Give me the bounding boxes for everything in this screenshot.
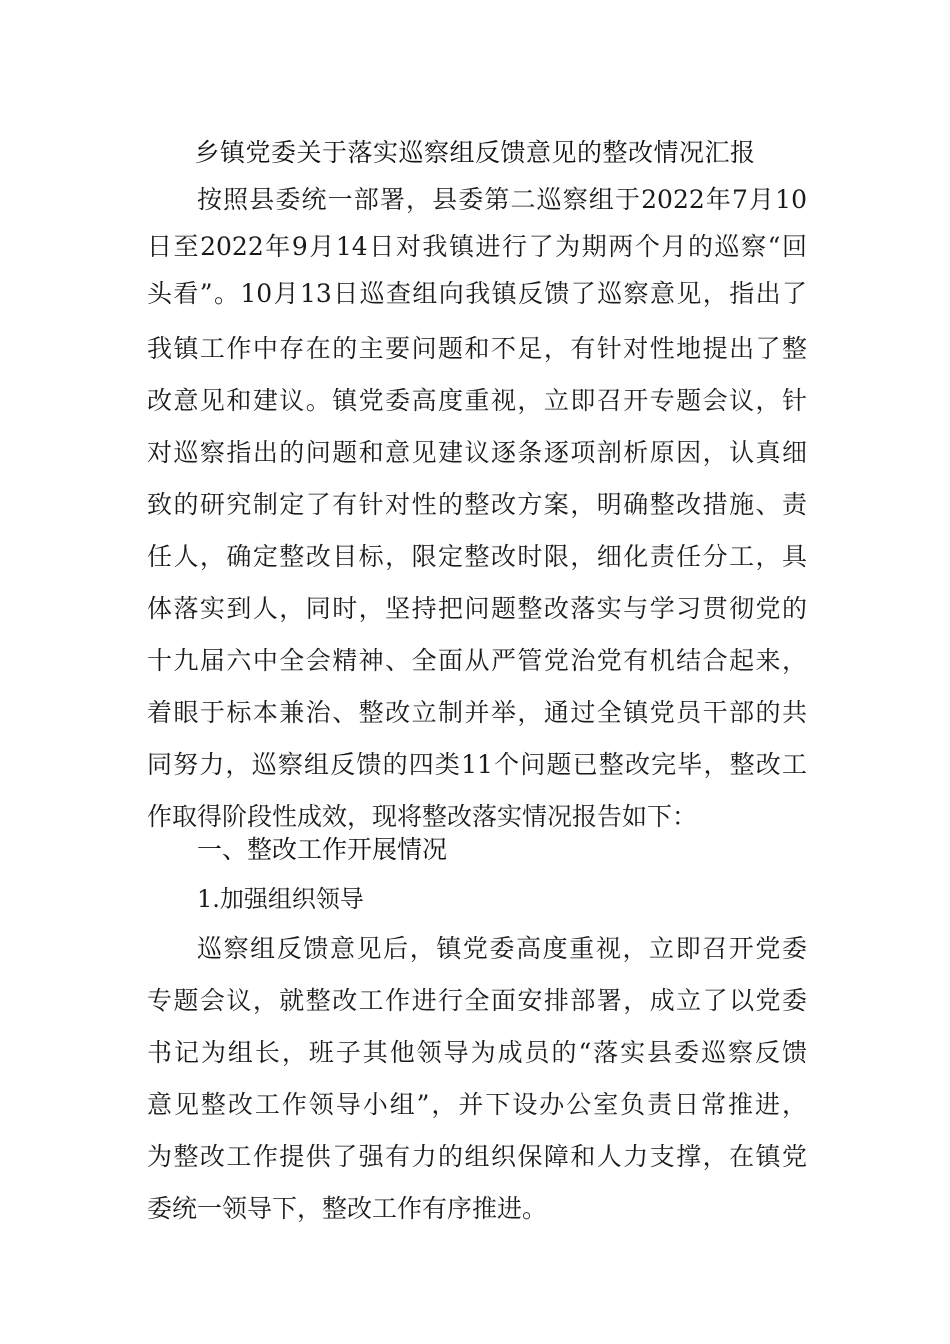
intro-line: 改意见和建议。镇党委高度重视，立即召开专题会议，针: [147, 386, 807, 415]
body-line: 为整改工作提供了强有力的组织保障和人力支撑，在镇党: [147, 1142, 807, 1171]
section-heading: 一、整改工作开展情况: [197, 835, 448, 864]
intro-line: 作取得阶段性成效，现将整改落实情况报告如下：: [147, 802, 698, 831]
intro-line: 头看”。10月13日巡查组向我镇反馈了巡察意见，指出了: [147, 279, 807, 308]
body-line: 意见整改工作领导小组”，并下设办公室负责日常推进，: [147, 1090, 807, 1119]
intro-line: 任人，确定整改目标，限定整改时限，细化责任分工，具: [147, 542, 807, 571]
intro-line: 我镇工作中存在的主要问题和不足，有针对性地提出了整: [147, 334, 807, 363]
intro-line: 日至2022年9月14日对我镇进行了为期两个月的巡察“回: [147, 232, 807, 261]
intro-line: 十九届六中全会精神、全面从严管党治党有机结合起来，: [147, 646, 807, 675]
body-line: 书记为组长，班子其他领导为成员的“落实县委巡察反馈: [147, 1038, 807, 1067]
intro-line: 按照县委统一部署，县委第二巡察组于2022年7月10: [197, 185, 807, 214]
document-title: 乡镇党委关于落实巡察组反馈意见的整改情况汇报: [194, 138, 756, 167]
body-line: 巡察组反馈意见后，镇党委高度重视，立即召开党委: [197, 934, 807, 963]
intro-line: 体落实到人，同时，坚持把问题整改落实与学习贯彻党的: [147, 594, 807, 623]
body-line: 专题会议，就整改工作进行全面安排部署，成立了以党委: [147, 986, 807, 1015]
intro-line: 致的研究制定了有针对性的整改方案，明确整改措施、责: [147, 490, 807, 519]
intro-line: 同努力，巡察组反馈的四类11个问题已整改完毕，整改工: [147, 750, 807, 779]
intro-line: 对巡察指出的问题和意见建议逐条逐项剖析原因，认真细: [147, 438, 807, 467]
intro-line: 着眼于标本兼治、整改立制并举，通过全镇党员干部的共: [147, 698, 807, 727]
subsection-heading: 1.加强组织领导: [197, 885, 364, 913]
body-line: 委统一领导下，整改工作有序推进。: [147, 1194, 548, 1223]
